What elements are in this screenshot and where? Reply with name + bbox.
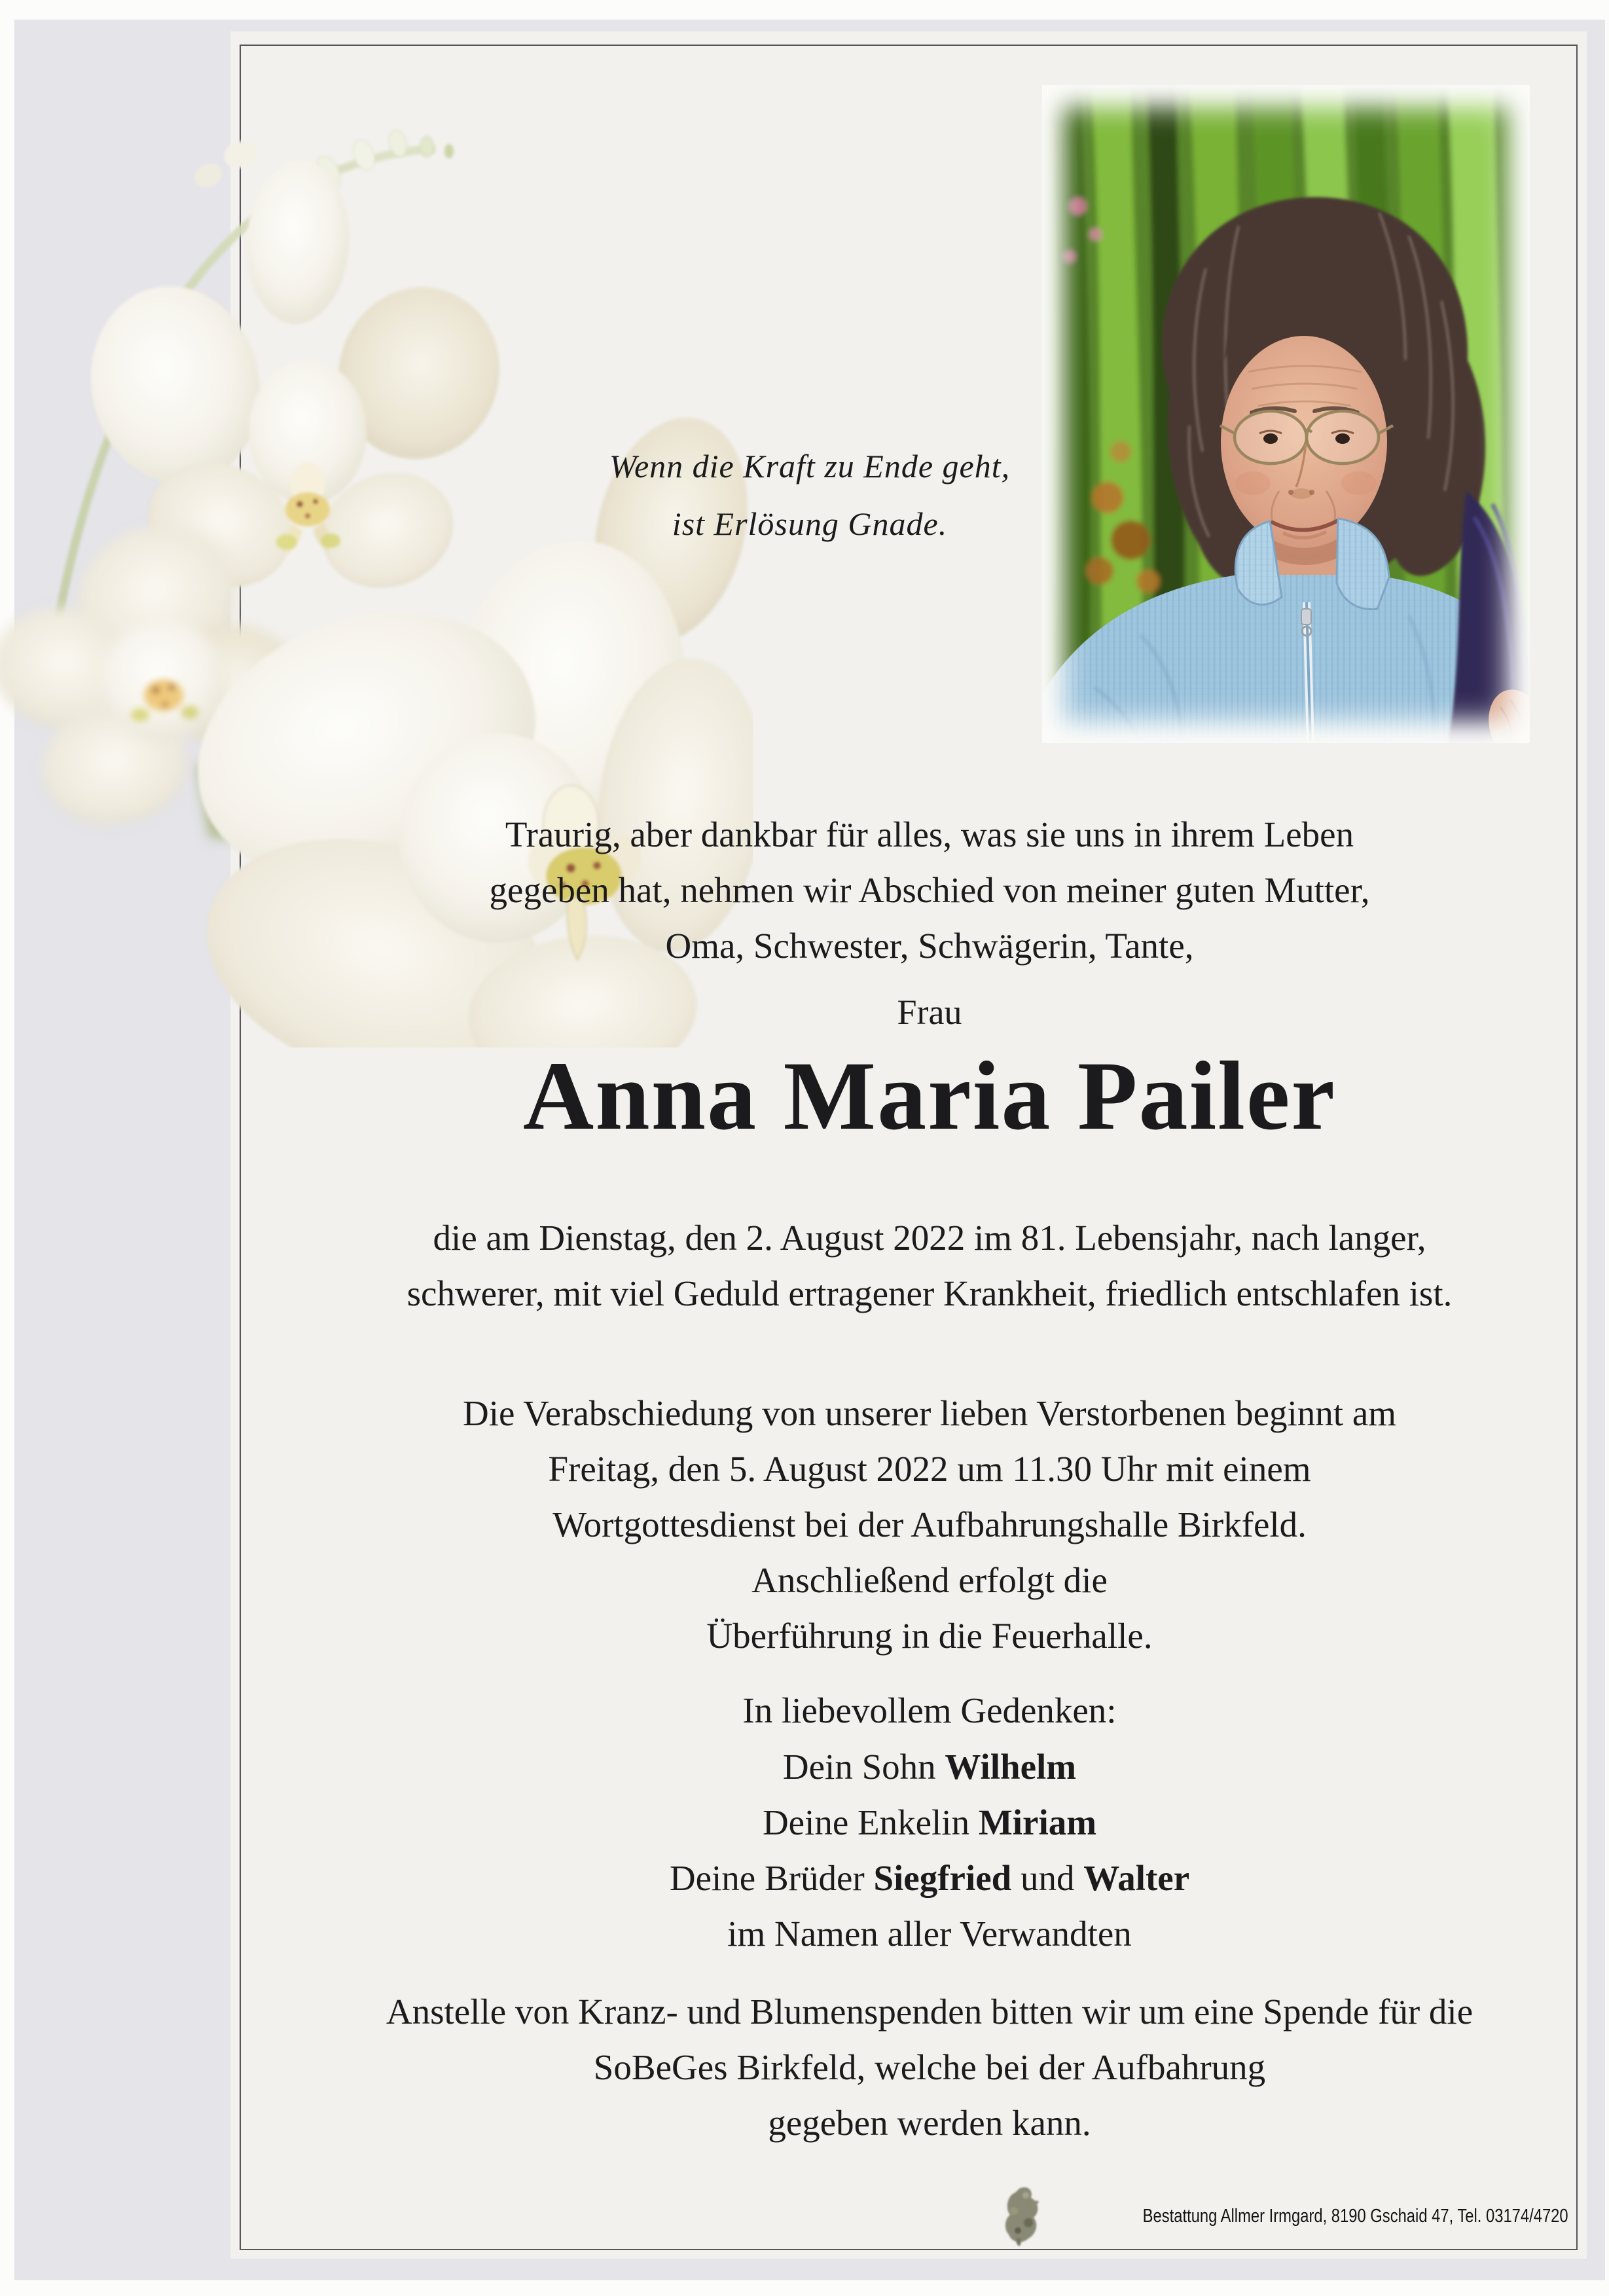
funeral-home-logo-icon bbox=[1001, 2185, 1041, 2248]
remembrance-heading: In liebevollem Gedenken: bbox=[742, 1690, 1117, 1730]
portrait-illustration bbox=[1042, 85, 1530, 743]
mourner-relation: Deine Enkelin bbox=[762, 1802, 979, 1842]
portrait-photo bbox=[1042, 85, 1530, 743]
text-line: Oma, Schwester, Schwägerin, Tante, bbox=[665, 926, 1194, 966]
funeral-home-footer bbox=[1001, 2184, 1568, 2248]
text-line: SoBeGes Birkfeld, welche bei der Aufbahrung bbox=[593, 2047, 1266, 2087]
text-line: gegeben werden kann. bbox=[768, 2103, 1091, 2143]
text-line: Traurig, aber dankbar für alles, was sie uns in ihrem Leben bbox=[505, 814, 1354, 854]
mourner-name: Siegfried bbox=[873, 1858, 1012, 1898]
quote-line: ist Erlösung Gnade. bbox=[672, 505, 948, 542]
mourner-line bbox=[281, 1850, 1578, 1906]
salutation: Frau bbox=[897, 993, 962, 1032]
mourner-line bbox=[281, 1795, 1578, 1850]
quote-line: Wenn die Kraft zu Ende geht, bbox=[609, 448, 1011, 484]
mourner-relation: im Namen aller Verwandten bbox=[727, 1914, 1132, 1954]
mourner-relation: Dein Sohn bbox=[782, 1747, 945, 1787]
mourner-line bbox=[281, 1739, 1578, 1795]
intro-paragraph bbox=[281, 807, 1578, 974]
memorial-quote bbox=[609, 437, 1010, 553]
mourner-name: Wilhelm bbox=[945, 1747, 1077, 1787]
mourner-name: Miriam bbox=[978, 1802, 1097, 1842]
text-line: Überführung in die Feuerhalle. bbox=[706, 1616, 1153, 1656]
donation-paragraph bbox=[281, 1984, 1578, 2151]
text-line: Anstelle von Kranz- und Blumenspenden bitten wir um eine Spende für die bbox=[386, 1992, 1473, 2032]
death-notice-paragraph bbox=[281, 1210, 1578, 1321]
text-line: schwerer, mit viel Geduld ertragener Krankheit, friedlich entschlafen ist. bbox=[407, 1273, 1453, 1313]
text-line: Wortgottesdienst bei der Aufbahrungshalle Birkfeld. bbox=[552, 1504, 1307, 1544]
mourner-relation: Deine Brüder bbox=[669, 1858, 874, 1898]
mourners-list bbox=[281, 1739, 1578, 1961]
text-line: Freitag, den 5. August 2022 um 11.30 Uhr mit einem bbox=[548, 1449, 1311, 1489]
mourner-name: Walter bbox=[1083, 1858, 1190, 1898]
text-line: gegeben hat, nehmen wir Abschied von meiner guten Mutter, bbox=[489, 870, 1370, 910]
funeral-home-info: Bestattung Allmer Irmgard, 8190 Gschaid 47, Tel. 03174/4720 bbox=[1143, 2205, 1568, 2227]
text-line: Anschließend erfolgt die bbox=[751, 1560, 1108, 1600]
deceased-name: Anna Maria Pailer bbox=[522, 1042, 1337, 1150]
mourner-relation: und bbox=[1011, 1858, 1084, 1898]
funeral-info-paragraph bbox=[281, 1385, 1578, 1664]
text-line: die am Dienstag, den 2. August 2022 im 81. Lebensjahr, nach langer, bbox=[433, 1218, 1426, 1258]
text-line: Die Verabschiedung von unserer lieben Verstorbenen beginnt am bbox=[462, 1393, 1397, 1433]
mourner-line bbox=[281, 1906, 1578, 1961]
